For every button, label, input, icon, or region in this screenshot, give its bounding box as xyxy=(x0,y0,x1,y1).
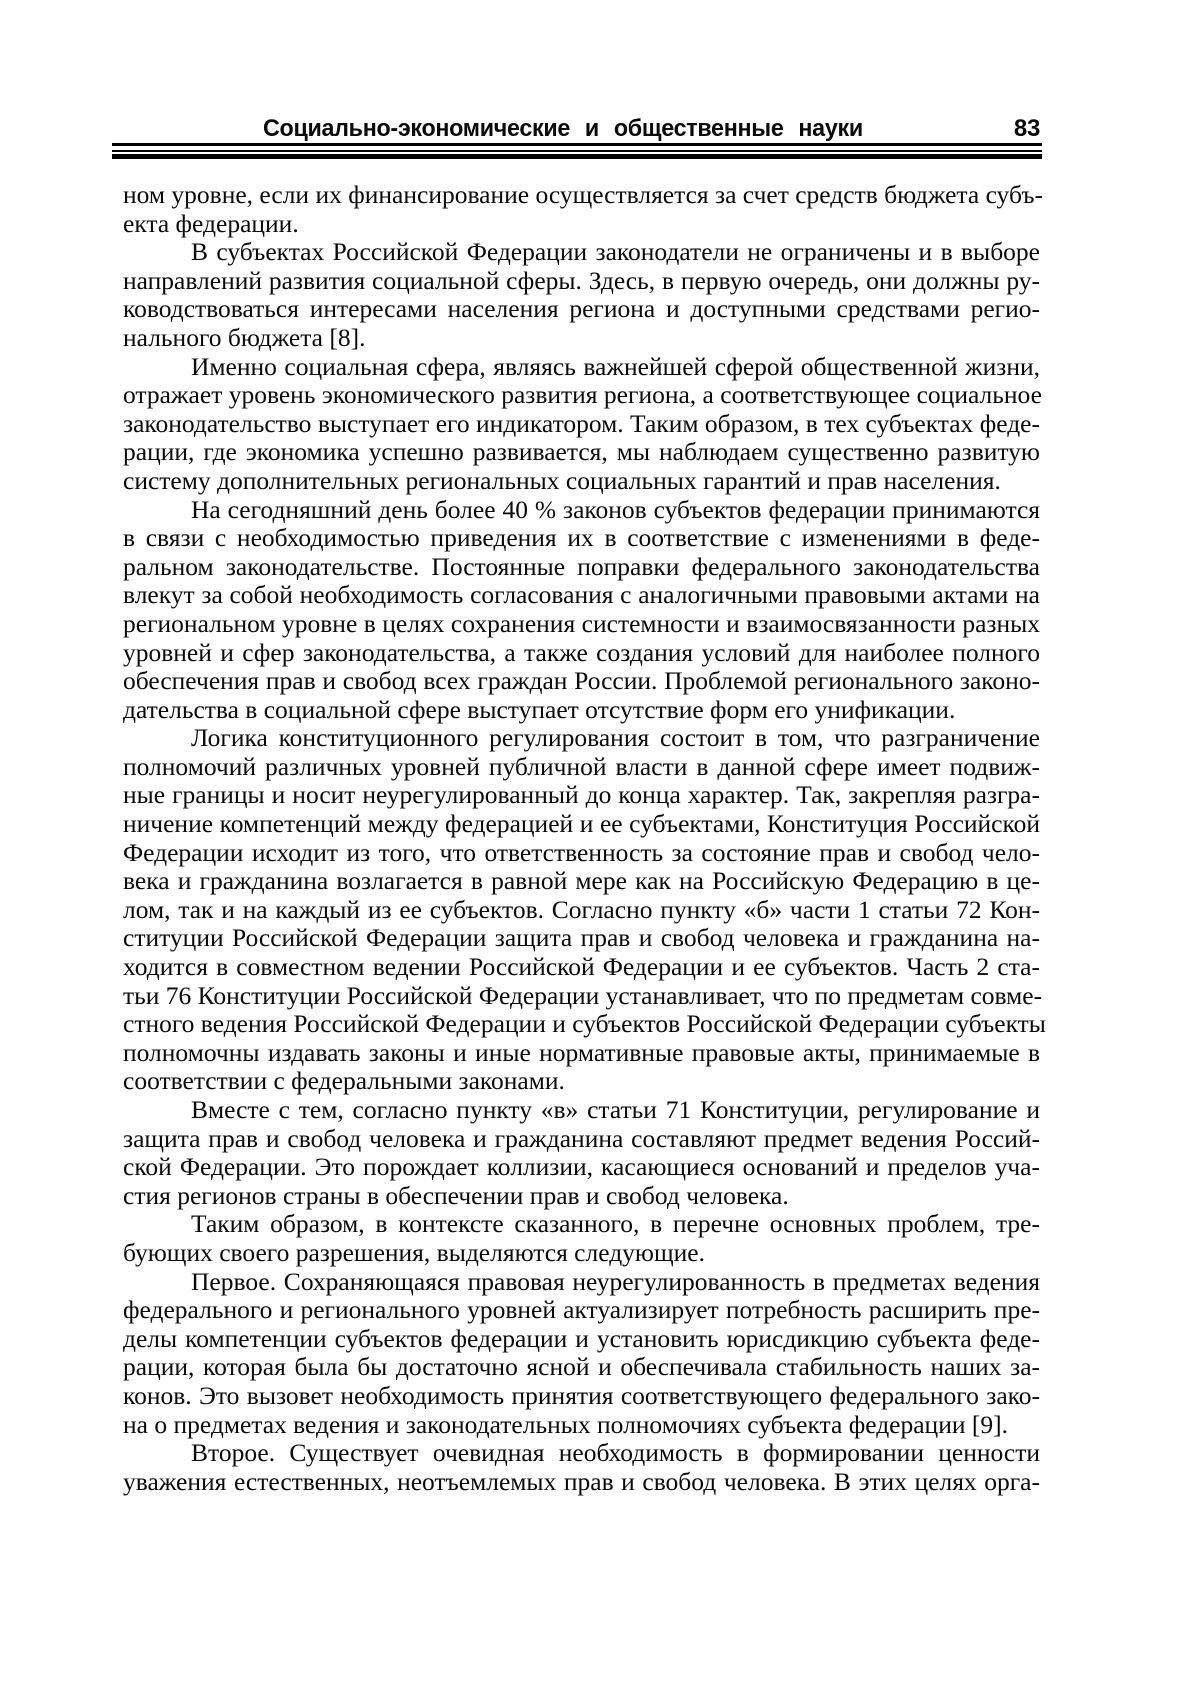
text-line: В субъектах Российской Федерации законодатели не ограничены и в выборе xyxy=(191,237,1040,267)
paragraph xyxy=(123,1096,1040,1210)
text-line: защита прав и свобод человека и гражданина составляют предмет ведения Россий- xyxy=(123,1123,1040,1153)
text-line: полномочий различных уровней публичной власти в данной сфере имеет подвиж- xyxy=(123,751,1040,781)
text-line: ные границы и носит неурегулированный до конца характер. Так, закрепляя разгра- xyxy=(123,780,1040,810)
page-number: 83 xyxy=(1013,115,1040,142)
text-line: Таким образом, в контексте сказанного, в перечне основных проблем, тре- xyxy=(191,1209,1040,1239)
text-line: делы компетенции субъектов федерации и установить юрисдикцию субъекта феде- xyxy=(123,1323,1040,1353)
paragraph xyxy=(123,238,1040,352)
text-line: соответствии с федеральными законами. xyxy=(123,1066,565,1096)
text-line: отражает уровень экономического развития региона, а соответствующее социальное xyxy=(123,380,1042,410)
text-line: уважения естественных, неотъемлемых прав и свобод человека. В этих целях орга- xyxy=(123,1466,1040,1496)
text-line: Федерации исходит из того, что ответственность за состояние прав и свобод чело- xyxy=(123,837,1040,867)
text-line: ном уровне, если их финансирование осуществляется за счет средств бюджета субъ- xyxy=(123,180,1043,209)
paragraph xyxy=(123,353,1040,496)
text-line: ституции Российской Федерации защита прав и свобод человека и гражданина на- xyxy=(123,923,1040,953)
text-line: региональном уровне в целях сохранения системности и взаимосвязанности разных xyxy=(123,608,1040,638)
text-line: екта федерации. xyxy=(123,208,299,238)
text-line: века и гражданина возлагается в равной мере как на Российскую Федерацию в це- xyxy=(123,866,1040,896)
text-line: федерального и регионального уровней актуализирует потребность расширить пре- xyxy=(123,1295,1040,1325)
running-head xyxy=(112,116,1042,159)
text-line: Логика конституционного регулирования состоит в том, что разграничение xyxy=(191,723,1040,753)
text-line: ральном законодательстве. Постоянные поправки федерального законодательства xyxy=(123,551,1040,581)
paragraph xyxy=(123,496,1040,725)
text-line: влекут за собой необходимость согласования с аналогичными правовыми актами на xyxy=(123,580,1040,610)
paragraph xyxy=(123,1210,1040,1267)
paragraph xyxy=(123,180,1043,238)
text-line: ходится в совместном ведении Российской Федерации и ее субъектов. Часть 2 ста- xyxy=(123,952,1040,982)
text-line: тьи 76 Конституции Российской Федерации устанавливает, что по предметам совме- xyxy=(123,980,1043,1010)
text-line: На сегодняшний день более 40 % законов субъектов федерации принимаются xyxy=(191,494,1040,524)
text-line: ничение компетенций между федерацией и ее субъектами, Конституция Российской xyxy=(123,809,1040,839)
text-line: дательства в социальной сфере выступает отсутствие форм его унификации. xyxy=(123,694,956,724)
text-line: Именно социальная сфера, являясь важнейшей сферой общественной жизни, xyxy=(191,351,1040,381)
text-line: рации, которая была бы достаточно ясной и обеспечивала стабильность наших за- xyxy=(123,1352,1040,1382)
header-rule-thin xyxy=(112,150,1042,152)
text-line: рации, где экономика успешно развивается, мы наблюдаем существенно развитую xyxy=(123,437,1040,467)
text-line: в связи с необходимостью приведения их в соответствие с изменениями в феде- xyxy=(123,523,1040,553)
text-line: стия регионов страны в обеспечении прав и свобод человека. xyxy=(123,1180,789,1210)
text-line: бующих своего разрешения, выделяются следующие. xyxy=(123,1237,705,1267)
text-line: систему дополнительных региональных социальных гарантий и прав населения. xyxy=(123,465,1001,495)
text-line: направлений развития социальной сферы. Здесь, в первую очередь, они должны ру- xyxy=(123,265,1040,295)
text-line: ской Федерации. Это порождает коллизии, касающиеся оснований и пределов уча- xyxy=(123,1152,1040,1182)
running-head-row xyxy=(112,116,1042,146)
text-line: уровней и сфер законодательства, а также создания условий для наиболее полного xyxy=(123,637,1040,667)
text-line: законодательство выступает его индикатором. Таким образом, в тех субъектах феде- xyxy=(123,408,1040,438)
text-line: полномочны издавать законы и иные нормативные правовые акты, принимаемые в xyxy=(123,1037,1040,1067)
text-line: стного ведения Российской Федерации и субъектов Российской Федерации субъекты xyxy=(123,1009,1046,1039)
text-line: ководствоваться интересами населения региона и доступными средствами регио- xyxy=(123,294,1040,324)
page-title: Социально-экономические и общественные науки xyxy=(263,115,863,142)
text-line: на о предметах ведения и законодательных полномочиях субъекта федерации [9]. xyxy=(123,1409,1008,1439)
text-line: обеспечения прав и свобод всех граждан России. Проблемой регионального законо- xyxy=(123,666,1040,696)
header-rule-thick xyxy=(112,154,1042,159)
text-line: Вместе с тем, согласно пункту «в» статьи 71 Конституции, регулирование и xyxy=(191,1095,1040,1124)
text-line: конов. Это вызовет необходимость принятия соответствующего федерального зако- xyxy=(123,1380,1040,1410)
article-body xyxy=(123,180,1046,1496)
text-line: нального бюджета [8]. xyxy=(123,322,366,352)
paragraph xyxy=(123,1439,1040,1496)
paragraph xyxy=(123,1268,1040,1440)
text-line: лом, так и на каждый из ее субъектов. Согласно пункту «б» части 1 статьи 72 Кон- xyxy=(123,894,1040,924)
text-line: Первое. Сохраняющаяся правовая неурегулированность в предметах ведения xyxy=(191,1266,1040,1296)
text-line: Второе. Существует очевидная необходимость в формировании ценности xyxy=(191,1438,1040,1468)
paragraph xyxy=(123,723,1046,1096)
